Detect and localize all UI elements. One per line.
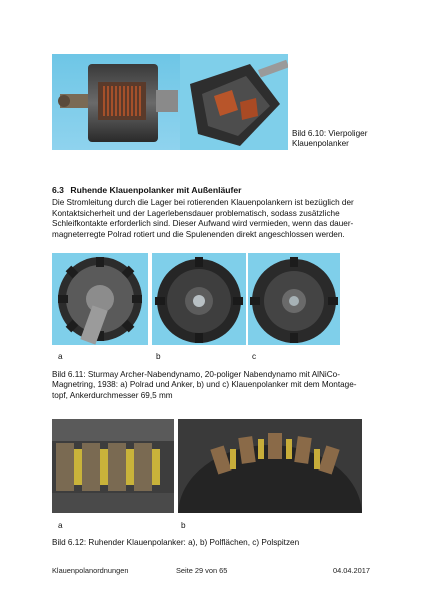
figure-6-10-photo-a: [52, 54, 180, 150]
figure-6-12-photo-a: [52, 419, 174, 513]
figure-6-10-caption: [292, 129, 392, 150]
figure-6-12-label-b: b: [181, 521, 186, 530]
figure-6-11-photo-c: [248, 253, 340, 345]
figure-6-12-caption: [52, 538, 370, 548]
figure-6-11-label-c: c: [252, 352, 257, 361]
footer-left: Klauenpolanordnungen: [52, 566, 129, 575]
figure-6-11-caption-label: Bild 6.11: [52, 370, 84, 379]
figure-6-11-photo-a: [52, 253, 148, 345]
section-paragraph: Die Stromleitung durch die Lager bei rotierenden Klauenpolankern ist bezüglich der Kontaktsicherheit und der Lagerlebensdauer problematisch, sodass zusätzliche Schleifkontakte erforderlich sind. Dieser Aufwand wird vermieden, wenn das dauer-magneterregte Polrad rotiert und die Spulenenden direkt angeschlossen werden.: [52, 198, 354, 239]
figure-6-11-label-b: b: [156, 352, 161, 361]
figure-6-11-caption: [52, 370, 370, 401]
figure-6-12-photo-b: [178, 419, 362, 513]
figure-6-11-caption-text: : Sturmay Archer-Nabendynamo, 20-poliger Nabendynamo mit AlNiCo-Magnetring, 1938: a) Polrad und Anker, b) und c) Klauenpolanker mit dem Montage-topf, Ankerdurchmesser 69,5 mm: [52, 370, 357, 400]
figure-6-11-photo-b: [152, 253, 246, 345]
figure-6-10-caption-text: : Vierpoliger Klauenpolanker: [292, 129, 368, 149]
section-heading: [52, 185, 242, 195]
footer-center: Seite 29 von 65: [176, 566, 228, 575]
footer-right: 04.04.2017: [333, 566, 370, 575]
figure-6-12-label-a: a: [58, 521, 63, 530]
figure-6-10-photo-b: [180, 54, 288, 150]
figure-6-11-label-a: a: [58, 352, 63, 361]
section-title: Ruhende Klauenpolanker mit Außenläufer: [70, 185, 242, 195]
figure-6-12-caption-text: : Ruhender Klauenpolanker: a), b) Polflächen, c) Polspitzen: [83, 538, 300, 547]
figure-6-10-caption-label: Bild 6.10: [292, 129, 324, 138]
figure-6-12-caption-label: Bild 6.12: [52, 538, 84, 547]
section-number: 6.3: [52, 185, 64, 195]
